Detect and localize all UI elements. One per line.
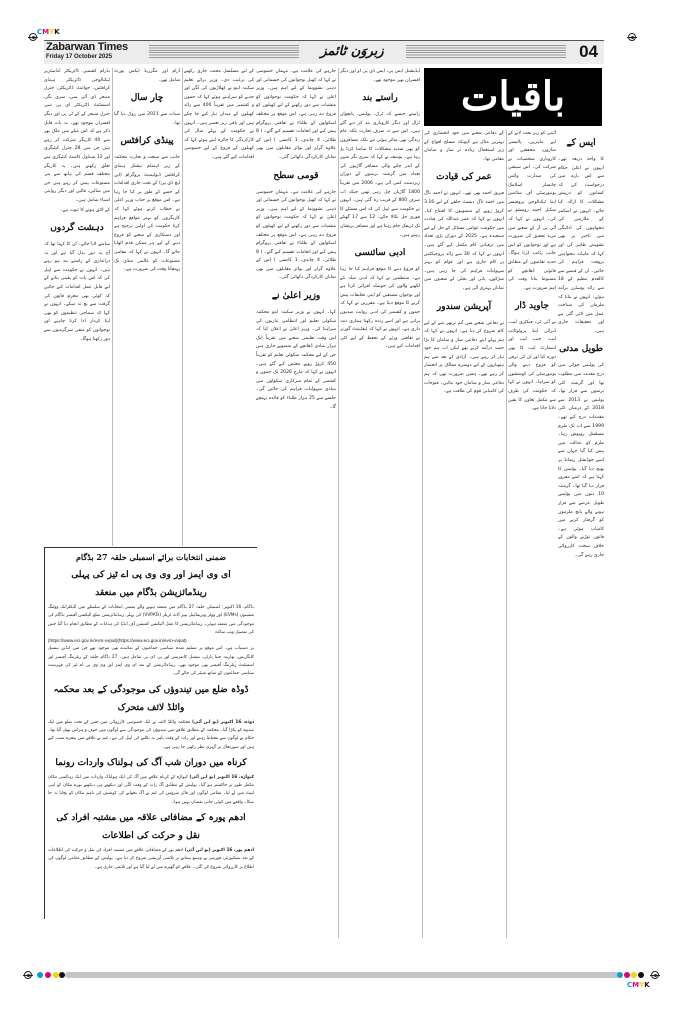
- column-divider: [506, 130, 507, 938]
- sub-heading: چار سال: [130, 93, 164, 104]
- paragraph: نے دفاعی شعبے میں آتم نربھر بننے کے لیے کام شروع کر دیا ہے۔ انہوں نے کہا کہ ہم پہلے اپنے دفاعی ساز و سامان کا بڑا حصہ درآمد کرتے تھے لیکن اب ہم خود تیار کر رہے ہیں۔ آزادی کے بعد سے ہم ہتھیاروں کے لیے دوسرے ممالک پر انحصار کر رہے تھے۔ ہمیں ضرورت تھی کہ ہم دفاعی ساز و سامان خود بنائیں۔ فتوحات کی کامیابی قوم کی طاقت ہے۔: [424, 320, 504, 395]
- sub-heading: پینڈی کرافٹس: [120, 136, 174, 147]
- column-divider: [338, 68, 339, 938]
- cyan-swatch-icon: [617, 972, 623, 978]
- sub-heading: عمر کی قیادت: [436, 172, 492, 183]
- notice-url-link[interactable]: (https://www.eci.gov.in/evm-vvpat)(https://www.eci.gov.in/evm-vvpat): [48, 638, 187, 644]
- registration-mark-icon: [651, 971, 659, 979]
- sub-heading: جاوید ڈار: [515, 301, 549, 312]
- sub-heading: وزیر اعلیٰ نے: [271, 291, 321, 302]
- paragraph: سبات سے 2021 میں روک دیا گیا تھا۔: [114, 112, 180, 126]
- paragraph: نے آئی ٹی، فیکٹری لیب، ڈیزائن اینڈ پروٹوٹائپ لیب، جیب لیب اور اسمارٹ لیب کا بھی دورہ کیا اور ان کی ترقی کو فروغ دینے والی یونیورسٹی کی کوششوں کو سراہا۔ انہوں نے کہا کہ حکومت کی طرف سے مکمل تعاون کا یقین دلایا جاتا ہے۔: [508, 320, 556, 412]
- notice-box: [48, 550, 254, 918]
- paragraph: آئینی کو زیر بحث لانے کے لیے ماہرین، پالیسی سازوں، محققین اور کاروباری شخصیات نے شرکت کی۔ اس سیشن کی صدارت وائس چانسلر اسلامک یونیورسٹی آف سائنس اینڈ ٹیکنالوجی پروفیسر شکیل احمد رومشو نے کی۔ انہوں نے کہا کہ آئی پی آر کے شعبے میں مزید تحقیق کی ضرورت ہے اور نوجوانوں کو اس جانب راغب کرنا ہوگا۔ جدید تقاضوں کے مطابق قانونی ڈھانچے کو مضبوط بنانا وقت کی اہم ضرورت ہے۔: [508, 131, 556, 291]
- sub-heading: ادبی سائنسی: [354, 248, 406, 259]
- column-2: [114, 68, 180, 546]
- urdu-masthead: زبروَن ٹائمز: [320, 44, 384, 59]
- dateline: ادھم پور، 16 اکتوبر (یو این آئی): [184, 848, 254, 854]
- column-6: [424, 130, 504, 938]
- paragraph: بڈرام کشمیر، ڈائریکٹر انڈسٹریز ٹیکنالوجی ڈائریکٹر ہینڈی کرافٹس، جوائنٹ ڈائریکٹر، جنرل منیجر ڈی آئی سی، سری نگر، اسسٹنٹ ڈائریکٹر ای پی سی جنرل منیجر کے کے ٹی پی اور دیگر افسران موجود تھے۔ یہ بات قابل ذکر ہے کہ اس میلے میں ملک بھر سے 40 کاریگر شرکت کر رہے ہیں جن میں 28 جنرل کیٹیگری اور 12 شیڈول کاسٹ کیٹیگری سے تعلق رکھتے ہیں۔ یہ کاریگر مختلف قسم کی ہاتھ سے بنی مصنوعات پیش کر رہے ہیں جن میں شالیں، قالین اور دیگر روایتی اشیاء شامل ہیں۔: [44, 69, 110, 203]
- sub-heading: قومی سطح: [273, 170, 319, 181]
- dateline: کپواڑہ، 16 اکتوبر (یو این آئی): [189, 774, 254, 780]
- notice-kicker: ضمنی انتخابات برائے اسمبلی حلقہ 27 بڈگام: [75, 552, 227, 562]
- news-headline: ڈوڈہ ضلع میں تیندوؤں کی موجودگی کے بعد محکمہ وائلڈ لائف متحرک: [53, 684, 249, 713]
- paragraph: کی پولیس چوکی میں درج مقدمہ میں مطلوب تھا اور گزشتہ کئی برسوں سے فرار تھا۔ پولیس نے 2013 سے 2018 کے درمیان کئی مقدمات درج کیے تھے۔ 1999 سے اب تک ملزم مسلسل روپوش رہا۔ ملزم کو عدالت میں پیش کیا گیا جہاں سے اسے جوڈیشل ریمانڈ پر بھیج دیا گیا۔ پولیس کا کہنا ہے کہ اسے مفرور قرار دیا گیا تھا۔ گزشتہ 10 دنوں میں پولیس طویل عرصے سے فرار ہونے والے پانچ ملزموں کو گرفتار کرنے میں کامیاب ہوئی ہے۔ قانون توڑنے والوں کے خلاف سخت کارروائی جاری رہے گی۔: [558, 363, 604, 558]
- registration-mark-icon: [29, 33, 37, 41]
- header-rule-left: [149, 45, 299, 59]
- brand-title: Zabarwan Times: [46, 41, 128, 53]
- paragraph: کے دفاعی شعبے میں خود انحصاری کی بہترین مثال ہے کیونکہ مسلح افواج کے زیر استعمال زیادہ تر ساز و سامان مقامی تھا۔: [424, 131, 504, 162]
- sub-heading: ایس کے: [566, 138, 596, 148]
- black-swatch-icon: [638, 972, 644, 978]
- news-body: کپواڑہ، 16 اکتوبر (یو این آئی) کپواڑہ کے کرناہ علاقے میں آگ کی ایک ہولناک واردات میں ایک رہائشی مکان مکمل طور پر خاکستر ہو گیا۔ پولیس کے مطابق آگ رات کے وقت لگی اور دیکھتے ہی دیکھتے پورے مکان کو اپنی لپیٹ میں لے لیا۔ مقامی لوگوں اور فائر سروس کی ٹیم نے آگ بجھانے کی کوشش کی تاہم مکان کو بچایا نہ جا سکا۔ واقعے میں کوئی جانی نقصان نہیں ہوا۔: [48, 774, 254, 805]
- column-7: [508, 130, 556, 938]
- column-3: [184, 68, 254, 546]
- section-banner: باقیات: [424, 68, 602, 126]
- news-headline: ادھم پورہ کے مضافاتی علاقہ میں مشتبہ افراد کی نقل و حرکت کی اطلاعات: [56, 813, 246, 842]
- paragraph: آرام اور مگرریڈ ایکس پورٹ شامل تھے۔: [114, 69, 180, 83]
- notice-body: بڈگام، 16 اکتوبر: اسمبلی حلقہ 27 بڈگام میں منعقد ہونے والے ضمنی انتخابات کے سلسلے میں الیکٹرانک ووٹنگ مشینوں (EVMs) اور ووٹر ویریفائیبل پیپر آڈٹ ٹریلز (VVPATs) کی پہلی رینڈمائزیشن ضلع الیکشن آفیسر بڈگام کی موجودگی میں منعقد ہوئی۔ رینڈمائزیشن کا عمل الیکشن کمیشن آف انڈیا کی ہدایات کے مطابق انجام دیا گیا جس کی تفصیل ویب سائٹ: [48, 605, 254, 635]
- news-body: ڈوڈہ، 16 اکتوبر (یو این آئی) محکمہ وائلڈ لائف نے ایک خصوصی کارروائی میں جس کے تحت ضلع میں ایک تیندوے کو پکڑا گیا۔ محکمہ کے مطابق علاقے میں تیندوؤں کی موجودگی سے لوگوں میں خوف و ہراس پھیل گیا تھا۔ حکام نے لوگوں سے محتاط رہنے اور رات کے وقت باہر نہ نکلنے کی اپیل کی ہے۔ ٹیم نے علاقے میں پنجرے نصب کیے ہیں اور صورتحال پر گہری نظر رکھی جا رہی ہے۔: [48, 719, 254, 750]
- paragraph: کے لائق ہونے کا ثبوت ہے۔: [60, 207, 110, 213]
- dateline: ڈوڈہ، 16 اکتوبر (یو این آئی): [192, 719, 254, 725]
- column-1: [44, 68, 110, 546]
- column-8: [558, 130, 604, 938]
- footer-color-bar: [65, 972, 620, 978]
- notice-title: ای وی ایمز اور وی وی پی اے ٹیز کی پہلی رینڈمائزیشن بڈگام میں منعقد: [71, 570, 231, 598]
- column-divider: [422, 130, 423, 938]
- news-headline: کرناہ میں دوران شب آگ کی ہولناک واردات رونما: [55, 757, 247, 768]
- page-number: 04: [579, 42, 598, 61]
- paragraph: فیروز احمد بھی تھے۔ انہوں نے احمد ناگ میں احمد ناگ دیسٹ حلقے کے لیے 3.16 کروڑ روپے کے منصوبوں کا افتتاح کیا۔ انہوں نے کہا کہ عمر عبداللہ کی قیادت میں حکومت عوامی مسائل کے حل کے لیے سنجیدہ ہے۔ 2025 کے دوران بڑی تعداد میں ترقیاتی کام مکمل کیے گئے ہیں۔ انہوں نے کہا کہ 30 سے زائد پروجیکٹس پر کام جاری ہے اور عوام کو بہتر سہولیات فراہم کی جا رہی ہیں۔ سڑکوں، پانی اور بجلی کے شعبوں میں نمایاں بہتری آئی ہے۔: [424, 191, 504, 291]
- paragraph: کو فروغ دینے کا موقع فراہم کیا جا رہا ہے۔ منتظمین نے کہا کہ ادبی میلہ نئے لکھنے والوں کی حوصلہ افزائی کرتا ہے اور نوجوان مصنفین کو اپنی تخلیقات پیش کرنے کا موقع دیتا ہے۔ مقررین نے کہا کہ جموں و کشمیر کی ادبی روایت صدیوں پرانی ہے اور اسے زندہ رکھنا ہماری ذمہ داری ہے۔ انہوں نے کہا کہ لیفٹیننٹ گورنر نے ثقافتی ورثے کے تحفظ کے لیے کئی اقدامات کیے ہیں۔: [340, 267, 420, 350]
- paragraph: راستے جیسے کہ ٹرک، پولیس، پانچواں ٹرال اور دیگر کاروباری بند کر دیے گئے ہیں۔ اس سے نہ صرف تجارت بلکہ عام زندگی بھی متاثر ہوئی ہے بلکہ مسافروں کو بھی شدید مشکلات کا سامنا کرنا پڑ رہا ہے۔ یوسف نے کہا کہ سری نگر شہر کے اندر چلنے والی مسافر گاڑیوں کی تعداد میں گزشتہ برسوں کے دوران زبردست کمی آئی ہے۔ 2006 میں تقریباً 1800 گاڑیاں چل رہی تھیں جبکہ اب صرف 800 کے قریب رہ گئی ہیں۔ انہوں نے حکومت سے اپیل کی کہ اس مسئلے کا فوری حل نکالا جائے۔ 12 سے 17 گھنٹے تک ٹریفک جام رہتا ہے اور مسافر پریشان رہتے ہیں۔: [340, 112, 420, 238]
- paragraph: جارہے کی علامت ہے۔ مہمان خصوصی نے کہا کہ کھیل نوجوانوں کی جسمانی اور ذہنی نشوونما کے لیے اہم ہیں۔ وزیر اعلیٰ نے کہا کہ حکومت نوجوانوں کو منشیات سے دور رکھنے کے لیے کھیلوں کو فروغ دے رہی ہے۔ اس موقع پر مختلف اسکولوں کے طلباء نے ثقافتی پروگرام پیش کیے اور انعامات تقسیم کیے گئے۔ ( 8 طلائی، 4 چاندی، 1 کانسی ) اس کے علاوہ گرلز اور بوائز مقابلوں میں بھی نمایاں کارکردگی دکھائی گئی۔: [256, 189, 336, 281]
- paragraph: جارہے کی علامت ہے۔ مہمان خصوصی نے کہا کہ کھیل نوجوانوں کی جسمانی اور ذہنی نشوونما کے لیے اہم ہیں۔ وزیر اعلیٰ نے کہا کہ حکومت نوجوانوں کو منشیات سے دور رکھنے کے لیے کھیلوں کو فروغ دے رہی ہے۔ اس موقع پر مختلف اسکولوں کے طلباء نے ثقافتی پروگرام پیش کیے اور انعامات تقسیم کیے گئے۔ ( 8 طلائی، 4 چاندی، 1 کانسی ) اس کے علاوہ گرلز اور بوائز مقابلوں میں بھی نمایاں کارکردگی دکھائی گئی۔: [256, 69, 336, 160]
- column-4: [256, 68, 336, 938]
- registration-mark-icon: [24, 971, 32, 979]
- magenta-swatch-icon: [45, 972, 51, 978]
- sub-heading: راستے بند: [362, 93, 398, 104]
- magenta-swatch-icon: [624, 972, 630, 978]
- notice-body-2: پر دستیاب ہے۔ اس موقع پر تسلیم شدہ سیاسی جماعتوں کے نمائندے بھی موجود تھے جن میں انڈین نیشنل کانگریس، بھارتیہ جنتا پارٹی، نیشنل کانفرنس اور پی ڈی پی شامل ہیں۔ 27 بڈگام حلقہ کے ریٹرننگ آفیسر اور اسسٹنٹ ریٹرننگ آفیسر بھی موجود تھے۔ رینڈمائزیشن کے بعد ای وی ایمز اور وی وی پی اے ٹیز کی فہرست سیاسی جماعتوں کے ساتھ شیئر کی جائے گی۔: [48, 646, 254, 677]
- paragraph: کا واحد ذریعہ تھے۔ انہوں نے اعلیٰ حکام سے اس بارے میں درخواست کی کہ کسانوں کو درپیش مشکلات کا ازالہ کیا جائے۔ انہوں نے اسکمز کے ملازمین کی تنخواہوں کی ادائیگی میں تاخیر پر بھی تشویش ظاہر کی اور کہا کہ ماہانہ تنخواہیں بروقت فراہم کی جائیں۔ ان کے قبضے سے کالعدم تنظیم کے 18 سے زائد پوسٹرز برآمد ہوئے۔ انہوں نے بتایا کہ ملزمان کی شناخت عمل میں لائی گئی ہے اور تحقیقات جاری ہیں۔: [558, 157, 604, 334]
- column-divider: [182, 68, 183, 546]
- column-5: [340, 68, 420, 938]
- cyan-swatch-icon: [37, 972, 43, 978]
- paragraph: سامنے لایا جائے۔ ان کا کہنا تھا کہ آج یہ دور بدل گیا ہے اور یہ دراندازی کے راستے بند ہو رہے ہیں۔ انہوں نے حکومت سے اپیل کی کہ اس بات کو یقینی بنانے کے لیے قابل عمل اقدامات کیے جائیں کہ کوئی بھی مجرم قانون کی گرفت سے بچ نہ سکے۔ انہوں نے کہا کہ سماجی تنظیموں کو بھی اپنا کردار ادا کرنا چاہیے اور نوجوانوں کو منفی سرگرمیوں سے دور رکھنا ہوگا۔: [44, 242, 110, 342]
- issue-date: Friday 17 October 2025: [46, 54, 113, 60]
- sub-heading: طویل مدتی: [559, 344, 603, 355]
- yellow-swatch-icon: [631, 972, 637, 978]
- sub-heading: آپریشن سندور: [436, 301, 492, 312]
- paragraph: کہا۔ انہوں نے وزیر سکینہ ایتو محکمہ سکولی تعلیم اور انتظامی تیاریوں کی سراہنا کی۔ وزیر اعلیٰ نے اعلان کیا کہ اس وقت تعلیمی شعبے میں تقریباً ایک ہزار بنیادی ڈھانچے کے منصوبے جاری ہیں جن کے لیے محکمہ سکولی تعلیم کو تقریباً 450 کروڑ روپے مختص کیے گئے ہیں۔ انہوں نے کہا کہ مارچ 2026 تک جموں و کشمیر کے تمام سرکاری سکولوں میں بنیادی سہولیات فراہم کی جائیں گی۔ جلسے سے 25 ہزار طلباء کو فائدہ پہنچے گا۔: [256, 310, 336, 410]
- header-rule-right: [406, 45, 566, 59]
- paragraph: جانب سے صنعت و تجارت محکمہ کے زیر اہتمام نیشنل ہینڈی کرافٹس ڈیولپمنٹ پروگرام (این ایچ ڈی پی) کے تحت جاری اقدامات کے حصے کے طور پر کیا جا رہا ہے۔ اس موقع پر جناب وزیر اعلیٰ نے خطاب کرتے ہوئے کہا کہ کاریگروں کو بہتر مواقع فراہم کرنا حکومت کی اولین ترجیح ہے اور دستکاری کے شعبے کو فروغ دینے کے لیے ہر ممکن قدم اٹھایا جائے گا۔ انہوں نے کہا کہ مقامی مصنوعات کو عالمی منڈی تک پہنچانا وقت کی ضرورت ہے۔: [114, 155, 180, 273]
- paragraph: کے لیے مسلسل محنت جاری رکھنے کی ترغیب دی۔ وزیر برائے تعلیم سکینہ ایتو نے کھلاڑیوں کی لگن اور جذبے کو سراہتے ہوئے کہا کہ جموں و کشمیر میں تقریباً 400 سے زائد کھیلوں کے میدان تیار کیے جا چکے ہیں اور باقی زیر تعمیر ہیں۔ انہوں نے حکومت کے پہلے سال کی کارکردگی کا جائزہ لیتے ہوئے کہا کہ کھیلوں کے فروغ کے لیے خصوصی اقدامات کیے گئے ہیں۔: [184, 69, 254, 160]
- page-header: [44, 40, 604, 64]
- column-divider: [112, 68, 113, 546]
- cmyk-label-bottom: CMYK: [627, 981, 650, 989]
- cmyk-label-top: CMYK: [37, 28, 60, 36]
- sub-heading: دہشت گردوں: [50, 223, 104, 234]
- paragraph: ایڈیشنل ایس پی، ایس ڈی پی او اور دیگر افسران بھی موجود تھے۔: [340, 69, 420, 83]
- news-body: ادھم پور، 16 اکتوبر (یو این آئی) ادھم پور کے مضافاتی علاقے میں مشتبہ افراد کی نقل و حرکت کی اطلاعات کے بعد سیکیورٹی فورسز نے وسیع پیمانے پر تلاشی آپریشن شروع کر دیا ہے۔ پولیس کے مطابق مقامی لوگوں کی اطلاع پر کارروائی شروع کی گئی۔ علاقے کو گھیرے میں لے لیا گیا ہے اور تلاشی جاری ہے۔: [48, 848, 254, 870]
- registration-mark-icon: [628, 33, 636, 41]
